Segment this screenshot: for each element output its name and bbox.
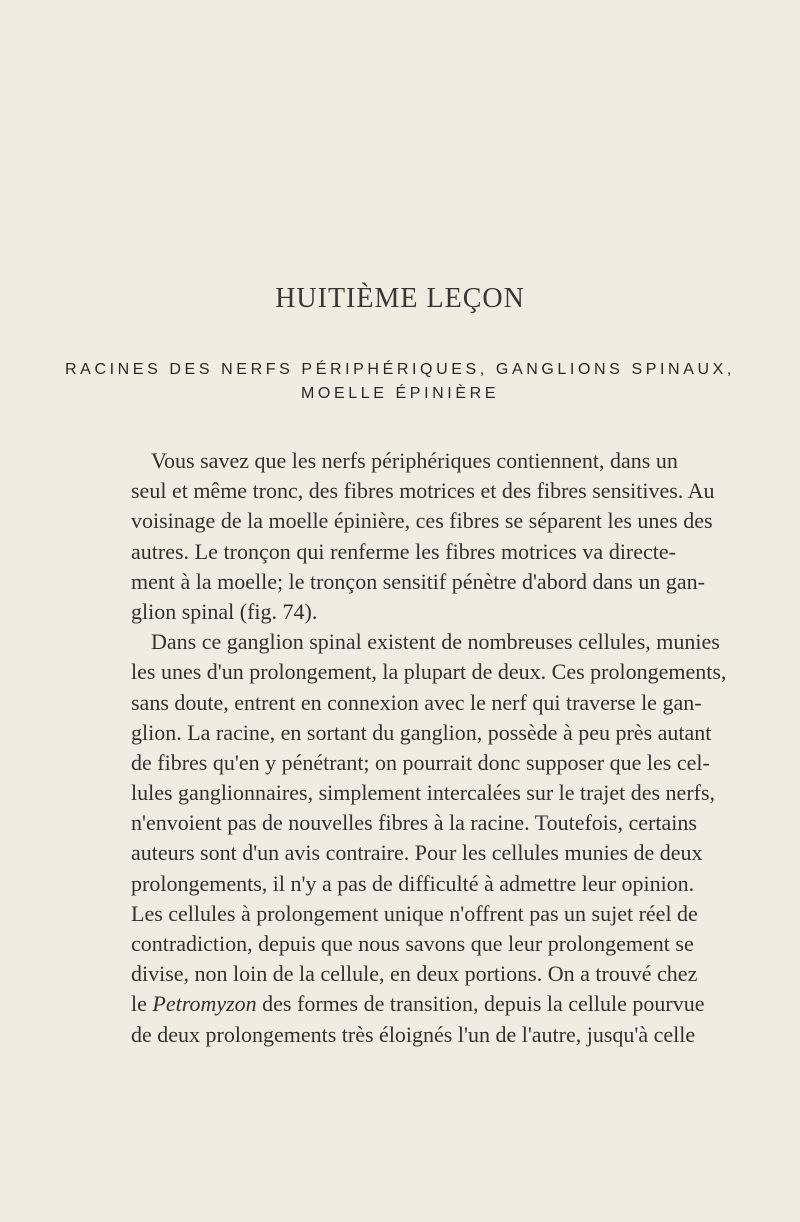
text-line: auteurs sont d'un avis contraire. Pour les cellules munies de deux — [131, 840, 703, 866]
text-line: glion spinal (fig. 74). — [131, 598, 318, 624]
text-line: divise, non loin de la cellule, en deux portions. On a trouvé chez — [131, 961, 698, 987]
text-line: les unes d'un prolongement, la plupart de deux. Ces prolongements, — [131, 659, 727, 685]
text-line: lules ganglionnaires, simplement intercalées sur le trajet des nerfs, — [131, 780, 716, 806]
text-line-with-italic — [131, 989, 705, 1019]
text-line: sans doute, entrent en connexion avec le nerf qui traverse le gan- — [131, 689, 702, 715]
text-segment: le — [131, 991, 153, 1017]
text-segment: des formes de transition, depuis la cellule pourvue — [256, 991, 705, 1017]
text-line: Vous savez que les nerfs périphériques contiennent, dans un — [151, 448, 678, 473]
text-line: n'envoient pas de nouvelles fibres à la racine. Toutefois, certains — [131, 810, 697, 836]
text-line: autres. Le tronçon qui renferme les fibres motrices va directe- — [131, 538, 676, 564]
subtitle-line: RACINES DES NERFS PÉRIPHÉRIQUES, GANGLIONS SPINAUX, — [65, 361, 735, 378]
text-line: ment à la moelle; le tronçon sensitif pénètre d'abord dans un gan- — [131, 568, 705, 594]
text-line: Les cellules à prolongement unique n'offrent pas un sujet réel de — [131, 900, 698, 926]
chapter-subtitle — [40, 358, 760, 406]
text-line: voisinage de la moelle épinière, ces fibres se séparent les unes des — [131, 508, 713, 534]
body-text — [131, 446, 727, 1050]
text-line: de fibres qu'en y pénétrant; on pourrait donc supposer que les cel- — [131, 749, 710, 775]
text-line: Dans ce ganglion spinal existent de nombreuses cellules, munies — [151, 629, 720, 655]
text-line: de deux prolongements très éloignés l'un de l'autre, jusqu'à celle — [131, 1021, 696, 1047]
text-line: prolongements, il n'y a pas de difficulté à admettre leur opinion. — [131, 870, 695, 896]
text-line: contradiction, depuis que nous savons que leur prolongement se — [131, 931, 694, 956]
text-line: seul et même tronc, des fibres motrices et des fibres sensitives. Au — [131, 478, 715, 504]
text-line: glion. La racine, en sortant du ganglion, possède à peu près autant — [131, 719, 712, 745]
italic-term: Petromyzon — [152, 991, 257, 1017]
lecon-title: HUITIÈME LEÇON — [275, 283, 525, 314]
subtitle-line: MOELLE ÉPINIÈRE — [300, 385, 500, 402]
